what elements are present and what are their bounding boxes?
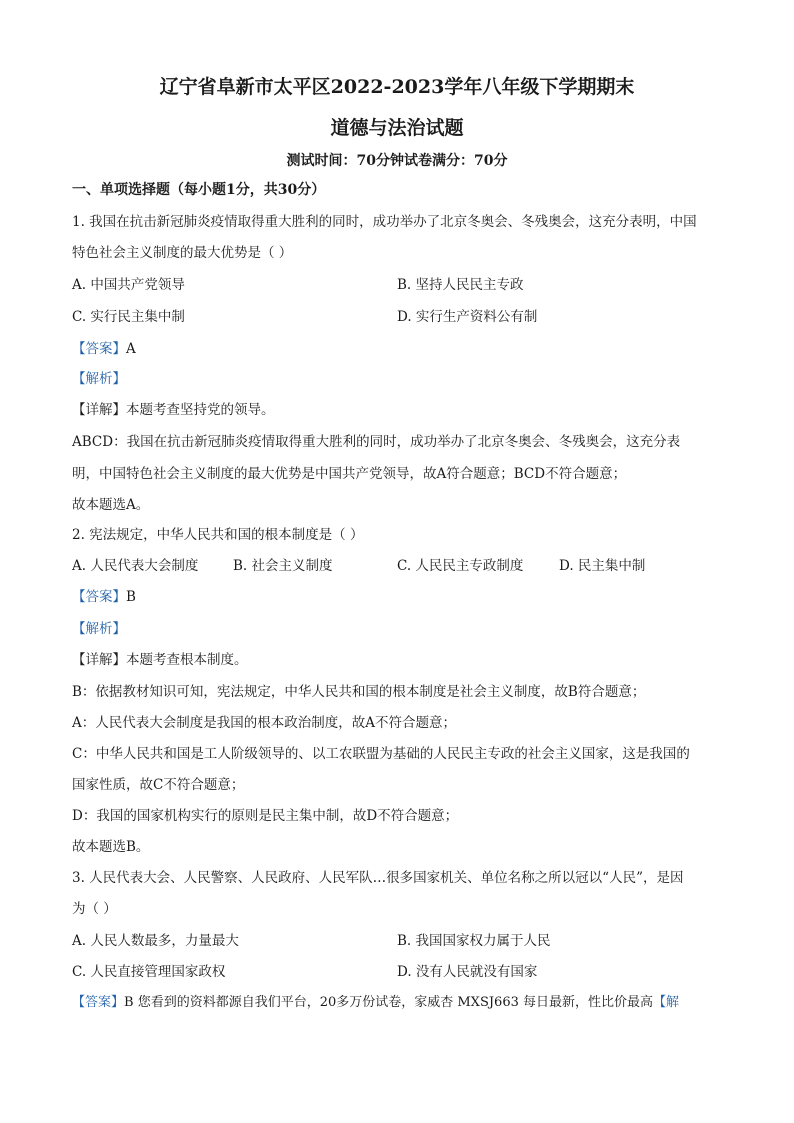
q3-option-b: B. 我国国家权力属于人民	[397, 933, 551, 949]
q2-option-c: C. 人民民主专政制度	[397, 558, 524, 574]
q1-answer-value: A	[126, 341, 136, 357]
q1-detail	[72, 401, 275, 419]
q2-option-b: B. 社会主义制度	[233, 558, 333, 574]
exam-meta: 测试时间：70分钟试卷满分：70分	[286, 153, 508, 169]
q2-option-a: A. 人民代表大会制度	[72, 558, 199, 574]
answer-tag: 【答案】	[72, 589, 126, 605]
q2-answer	[72, 588, 136, 606]
document-title: 辽宁省阜新市太平区2022-2023学年八年级下学期期末	[159, 76, 635, 98]
q2-conclusion: 故本题选B。	[72, 839, 150, 855]
detail-tag: 【详解】	[72, 652, 126, 668]
trailing-tag: 【解	[653, 995, 680, 1010]
q1-detail-text: 本题考查坚持党的领导。	[126, 402, 275, 418]
q3-option-c: C. 人民直接管理国家政权	[72, 964, 226, 980]
q1-option-b: B. 坚持人民民主专政	[397, 277, 524, 293]
q2-stem: 2. 宪法规定，中华人民共和国的根本制度是（ ）	[72, 527, 364, 543]
q3-option-a: A. 人民人数最多，力量最大	[72, 933, 239, 949]
q3-stem-line1: 3. 人民代表大会、人民警察、人民政府、人民军队…很多国家机关、单位名称之所以冠以“人民”，是因	[72, 870, 684, 886]
q1-option-d: D. 实行生产资料公有制	[397, 309, 538, 325]
detail-tag: 【详解】	[72, 402, 126, 418]
q1-answer	[72, 340, 136, 358]
q2-detail	[72, 651, 248, 669]
q2-explanation-line4: 国家性质，故C不符合题意；	[72, 777, 245, 793]
q2-option-d: D. 民主集中制	[559, 558, 646, 574]
q3-answer	[72, 994, 679, 1012]
q3-answer-line: B 您看到的资料都源自我们平台，20多万份试卷，家威杏 MXSJ663 每日最新，性比价最高	[124, 995, 654, 1010]
q1-stem-line2: 特色社会主义制度的最大优势是（ ）	[72, 245, 293, 261]
q1-stem-line1: 1. 我国在抗击新冠肺炎疫情取得重大胜利的同时，成功举办了北京冬奥会、冬残奥会，这充分表明，中国	[72, 214, 697, 230]
q2-explanation-line3: C：中华人民共和国是工人阶级领导的、以工农联盟为基础的人民民主专政的社会主义国家，这是我国的	[72, 746, 690, 762]
q1-option-a: A. 中国共产党领导	[72, 277, 185, 293]
q2-explanation-line2: A：人民代表大会制度是我国的根本政治制度，故A不符合题意；	[72, 715, 456, 731]
q1-conclusion: 故本题选A。	[72, 497, 150, 513]
q2-explanation-line5: D：我国的国家机构实行的原则是民主集中制，故D不符合题意；	[72, 808, 459, 824]
document-subtitle: 道德与法治试题	[330, 117, 464, 139]
q2-analysis-tag: 【解析】	[72, 621, 126, 637]
q1-option-c: C. 实行民主集中制	[72, 309, 185, 325]
q1-analysis-tag: 【解析】	[72, 371, 126, 387]
q3-option-d: D. 没有人民就没有国家	[397, 964, 538, 980]
answer-tag: 【答案】	[72, 341, 126, 357]
q1-explanation-line1: ABCD：我国在抗击新冠肺炎疫情取得重大胜利的同时，成功举办了北京冬奥会、冬残奥会，这充分表	[72, 434, 681, 450]
q2-explanation-line1: B：依据教材知识可知，宪法规定，中华人民共和国的根本制度是社会主义制度，故B符合题意；	[72, 684, 646, 700]
q3-stem-line2: 为（ ）	[72, 901, 117, 917]
answer-tag: 【答案】	[72, 995, 125, 1010]
q1-explanation-line2: 明，中国特色社会主义制度的最大优势是中国共产党领导，故A符合题意；BCD不符合题意；	[72, 466, 627, 482]
q2-detail-text: 本题考查根本制度。	[126, 652, 248, 668]
section-heading: 一、单项选择题（每小题1分，共30分）	[72, 182, 326, 198]
q2-answer-value: B	[126, 589, 136, 605]
